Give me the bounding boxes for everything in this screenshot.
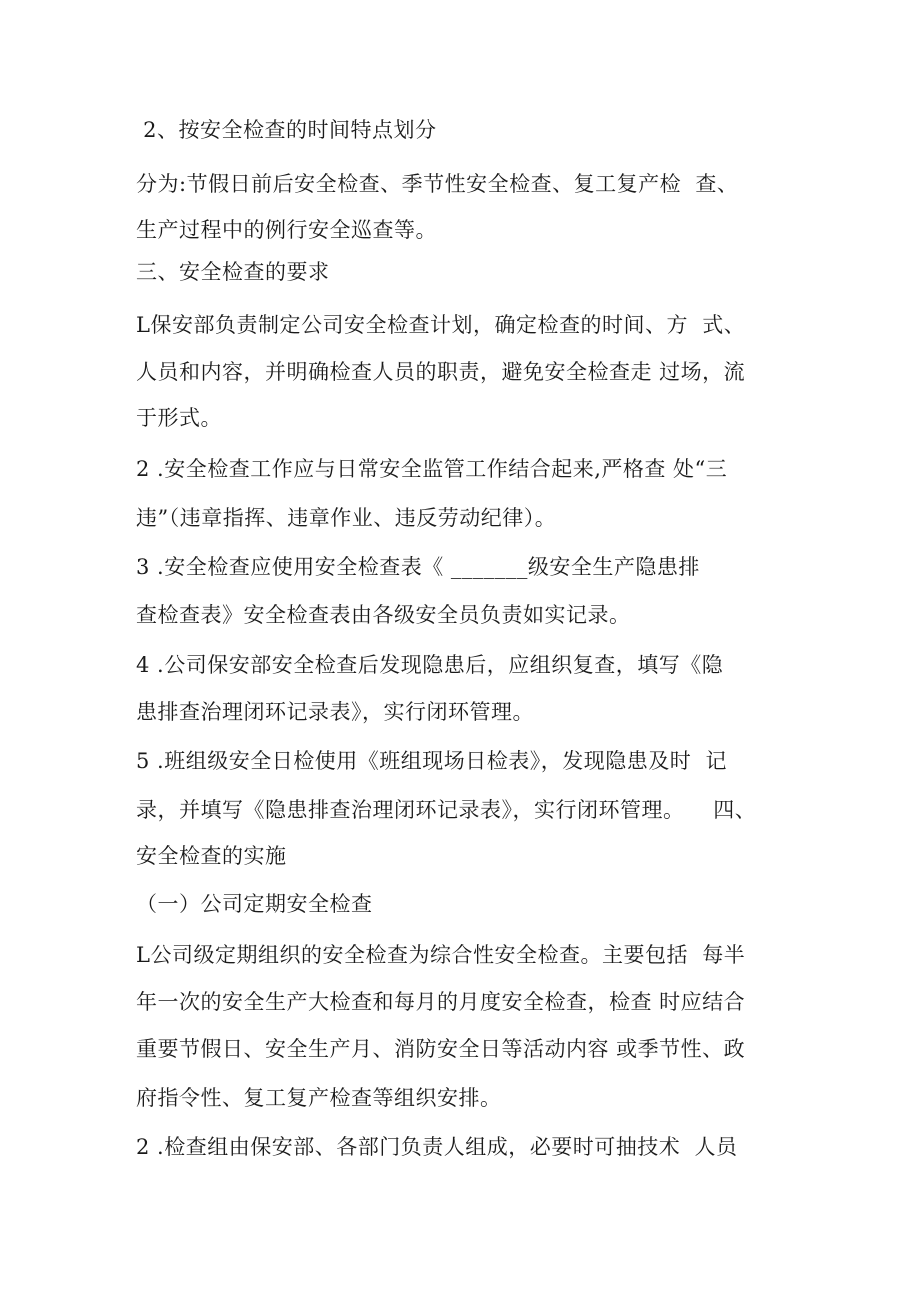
text-line: 5 .班组级安全日检使用《班组现场日检表》，发现隐患及时 记 <box>136 749 728 773</box>
text-line: L公司级定期组织的安全检查为综合性安全检查。主要包括 每半 <box>136 943 746 967</box>
text-line: 查检查表》安全检查表由各级安全员负责如实记录。 <box>136 603 631 627</box>
text-line: 2、按安全检查的时间特点划分 <box>136 118 437 142</box>
subsection-heading: （一）公司定期安全检查 <box>136 892 373 916</box>
text-line: 年一次的安全生产大检查和每月的月度安全检查，检查 时应结合 <box>136 990 746 1014</box>
text-line: 患排查治理闭环记录表》，实行闭环管理。 <box>136 700 534 724</box>
section-heading: 安全检查的实施 <box>136 844 287 868</box>
text-line: 重要节假日、安全生产月、消防安全日等活动内容 或季节性、政 <box>136 1037 746 1061</box>
text-line: 生产过程中的例行安全巡查等。 <box>136 218 437 242</box>
text-line: 于形式。 <box>136 406 222 430</box>
text-line: 2 .安全检查工作应与日常安全监管工作结合起来,严格查 处“三 <box>136 457 728 481</box>
text-line: 4 .公司保安部安全检查后发现隐患后，应组织复查，填写《隐 <box>136 653 724 677</box>
section-heading: 三、安全检查的要求 <box>136 260 330 284</box>
text-line: 3 .安全检查应使用安全检查表《 _______级安全生产隐患排 <box>136 555 700 579</box>
text-line: L保安部负责制定公司安全检查计划，确定检查的时间、方 式、 <box>136 313 746 337</box>
text-line: 人员和内容，并明确检查人员的职责，避免安全检查走 过场，流 <box>136 360 746 384</box>
text-line: 分为:节假日前后安全检查、季节性安全检查、复工复产检 查、 <box>136 172 739 196</box>
text-line: 违”（违章指挥、违章作业、违反劳动纪律）。 <box>136 506 557 530</box>
text-line: 录，并填写《隐患排查治理闭环记录表》，实行闭环管理。 四、 <box>136 798 757 822</box>
text-line: 府指令性、复工复产检查等组织安排。 <box>136 1086 502 1110</box>
text-line: 2 .检查组由保安部、各部门负责人组成，必要时可抽技术 人员 <box>136 1135 738 1159</box>
